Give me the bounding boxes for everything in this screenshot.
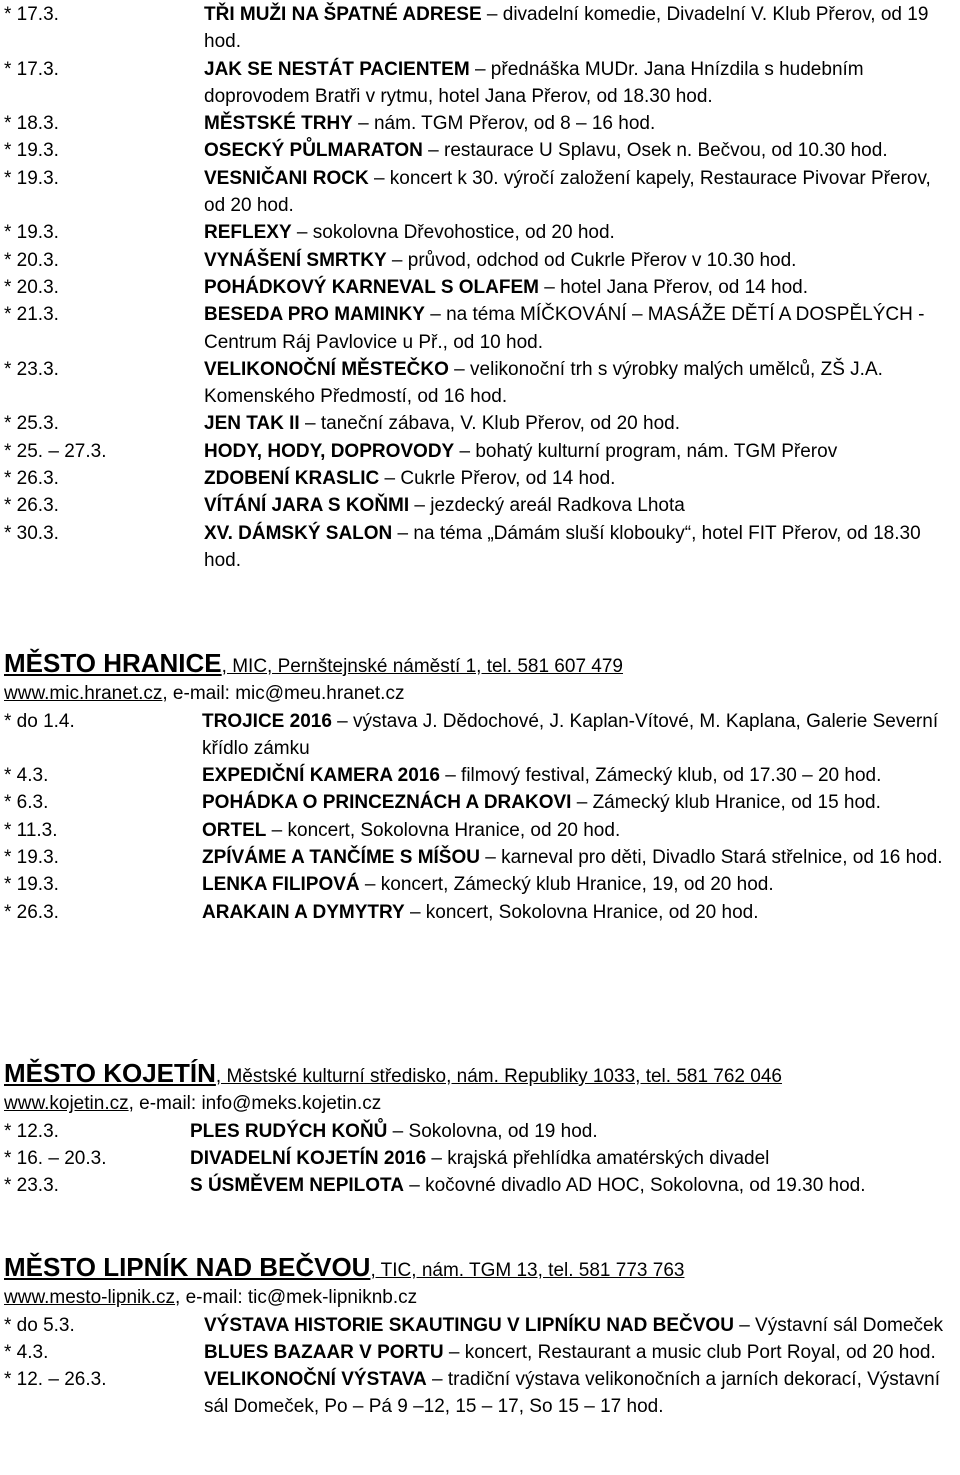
- event-text: [204, 1312, 956, 1339]
- email-text: , e-mail: info@meks.kojetin.cz: [128, 1093, 382, 1115]
- contact-line: [4, 1090, 956, 1117]
- event-date: * 12. – 26.3.: [4, 1369, 107, 1391]
- event-row: [4, 871, 956, 898]
- city-contact-info: , Městské kulturní středisko, nám. Republiky 1033, tel. 581 762 046: [215, 1066, 782, 1087]
- event-desc: – krajská přehlídka amatérských divadel: [426, 1147, 770, 1169]
- event-row: [4, 817, 956, 844]
- event-desc: – koncert, Sokolovna Hranice, od 20 hod.: [266, 819, 621, 841]
- event-row: [4, 520, 956, 575]
- event-title: BESEDA PRO MAMINKY: [204, 304, 425, 326]
- event-date: * 25. – 27.3.: [4, 440, 107, 462]
- event-row: [4, 1312, 956, 1339]
- event-date: * 20.3.: [4, 249, 59, 271]
- event-title: VESNIČANI ROCK: [204, 167, 369, 189]
- event-row: [4, 708, 956, 763]
- event-title: EXPEDIČNÍ KAMERA 2016: [202, 765, 440, 787]
- event-date: * 23.3.: [4, 1175, 59, 1197]
- city-name: MĚSTO HRANICE: [4, 648, 222, 678]
- section-lipnik: [4, 1254, 956, 1421]
- event-text: [202, 708, 956, 763]
- event-title: MĚSTSKÉ TRHY: [204, 113, 353, 135]
- event-text: [204, 165, 956, 220]
- event-text: [204, 520, 956, 575]
- website-link[interactable]: www.mic.hranet.cz: [4, 683, 163, 705]
- event-desc: – koncert, Restaurant a music club Port Royal, od 20 hod.: [443, 1341, 936, 1363]
- event-row: [4, 274, 956, 301]
- event-row: [4, 110, 956, 137]
- event-date: * do 5.3.: [4, 1314, 75, 1336]
- event-row: [4, 1118, 956, 1145]
- event-title: DIVADELNÍ KOJETÍN 2016: [190, 1147, 427, 1169]
- event-date: * 19.3.: [4, 222, 59, 244]
- event-date: * 26.3.: [4, 468, 59, 490]
- event-date: * 4.3.: [4, 765, 49, 787]
- section-prerov: [4, 1, 956, 574]
- event-desc: – průvod, odchod od Cukrle Přerov v 10.30 hod.: [386, 249, 797, 271]
- event-row: [4, 492, 956, 519]
- event-desc: – filmový festival, Zámecký klub, od 17.30 – 20 hod.: [439, 765, 882, 787]
- city-contact-info: , MIC, Pernštejnské náměstí 1, tel. 581 607 479: [221, 656, 623, 677]
- event-date: * do 1.4.: [4, 710, 75, 732]
- event-title: HODY, HODY, DOPROVODY: [204, 440, 455, 462]
- event-date: * 17.3.: [4, 4, 59, 25]
- event-date: * 23.3.: [4, 358, 59, 380]
- email-text: , e-mail: tic@mek-lipniknb.cz: [175, 1287, 418, 1309]
- event-desc: – na téma „Dámám sluší klobouky“, hotel FIT Přerov, od 18.30 hod.: [204, 522, 921, 571]
- event-row: [4, 899, 956, 926]
- event-desc: – koncert k 30. výročí založení kapely, Restaurace Pivovar Přerov, od 20 hod.: [204, 167, 931, 217]
- city-contact-info: , TIC, nám. TGM 13, tel. 581 773 763: [370, 1260, 685, 1281]
- event-desc: – tradiční výstava velikonočních a jarních dekorací, Výstavní sál Domeček, Po – Pá 9 –12, 15 – 17, So 15 – 17 hod.: [204, 1369, 941, 1418]
- event-row: [4, 1366, 956, 1421]
- event-title: OSECKÝ PŮLMARATON: [204, 140, 423, 162]
- event-title: POHÁDKA O PRINCEZNÁCH A DRAKOVI: [202, 792, 572, 814]
- event-date: * 6.3.: [4, 792, 49, 814]
- event-title: JAK SE NESTÁT PACIENTEM: [204, 58, 470, 80]
- event-title: PLES RUDÝCH KOŇŮ: [190, 1120, 388, 1142]
- event-desc: – na téma MÍČKOVÁNÍ – MASÁŽE DĚTÍ A DOSPĚLÝCH - Centrum Ráj Pavlovice u Př., od 10 hod.: [204, 304, 925, 353]
- event-date: * 30.3.: [4, 522, 59, 544]
- event-text: [190, 1118, 956, 1145]
- event-text: [204, 301, 956, 356]
- event-title: ORTEL: [202, 819, 267, 841]
- event-title: XV. DÁMSKÝ SALON: [204, 522, 393, 544]
- event-title: BLUES BAZAAR V PORTU: [204, 1341, 444, 1363]
- website-link[interactable]: www.kojetin.cz: [4, 1093, 129, 1115]
- event-title: ZPÍVÁME A TANČÍME S MÍŠOU: [202, 847, 480, 869]
- event-desc: – Zámecký klub Hranice, od 15 hod.: [571, 792, 881, 814]
- event-title: ZDOBENÍ KRASLIC: [204, 468, 380, 490]
- event-date: * 12.3.: [4, 1120, 59, 1142]
- event-text: [190, 1145, 956, 1172]
- section-heading: [4, 1254, 956, 1284]
- event-desc: – Výstavní sál Domeček: [733, 1314, 944, 1336]
- event-text: [204, 274, 956, 301]
- event-row: [4, 301, 956, 356]
- event-date: * 20.3.: [4, 276, 59, 298]
- event-text: [204, 1366, 956, 1421]
- section-heading: [4, 1060, 956, 1090]
- event-text: [202, 789, 956, 816]
- event-row: [4, 789, 956, 816]
- event-row: [4, 247, 956, 274]
- event-date: * 17.3.: [4, 58, 59, 80]
- event-title: S ÚSMĚVEM NEPILOTA: [190, 1175, 404, 1197]
- event-desc: – přednáška MUDr. Jana Hnízdila s hudebním doprovodem Bratři v rytmu, hotel Jana Přerov, od 18.30 hod.: [204, 58, 864, 107]
- event-desc: – velikonoční trh s výrobky malých umělců, ZŠ J.A. Komenského Předmostí, od 16 hod.: [204, 358, 883, 408]
- event-row: [4, 56, 956, 111]
- event-text: [204, 410, 956, 437]
- event-date: * 25.3.: [4, 413, 59, 435]
- event-date: * 19.3.: [4, 167, 59, 189]
- event-desc: – taneční zábava, V. Klub Přerov, od 20 hod.: [299, 413, 680, 435]
- event-desc: – hotel Jana Přerov, od 14 hod.: [539, 276, 808, 298]
- event-date: * 18.3.: [4, 113, 59, 135]
- event-row: [4, 438, 956, 465]
- contact-line: [4, 1284, 956, 1311]
- event-row: [4, 465, 956, 492]
- event-row: [4, 410, 956, 437]
- event-desc: – bohatý kulturní program, nám. TGM Přerov: [454, 440, 838, 462]
- event-text: [204, 247, 956, 274]
- event-date: * 19.3.: [4, 874, 59, 896]
- event-desc: – nám. TGM Přerov, od 8 – 16 hod.: [352, 113, 656, 135]
- event-text: [204, 1, 956, 56]
- event-title: ARAKAIN A DYMYTRY: [202, 901, 405, 923]
- event-date: * 4.3.: [4, 1341, 49, 1363]
- event-desc: – výstava J. Dědochové, J. Kaplan-Vítové, M. Kaplana, Galerie Severní křídlo zámku: [202, 710, 939, 759]
- event-desc: – Cukrle Přerov, od 14 hod.: [379, 468, 616, 490]
- event-text: [190, 1172, 956, 1199]
- event-row: [4, 137, 956, 164]
- event-date: * 26.3.: [4, 495, 59, 517]
- event-date: * 26.3.: [4, 901, 59, 923]
- event-title: TŘI MUŽI NA ŠPATNÉ ADRESE: [204, 4, 482, 25]
- event-text: [204, 219, 956, 246]
- event-date: * 19.3.: [4, 847, 59, 869]
- event-text: [204, 137, 956, 164]
- event-title: VELIKONOČNÍ MĚSTEČKO: [204, 358, 449, 380]
- website-link[interactable]: www.mesto-lipnik.cz: [4, 1287, 176, 1309]
- section-heading: [4, 650, 956, 680]
- event-desc: – restaurace U Splavu, Osek n. Bečvou, od 10.30 hod.: [422, 140, 888, 162]
- event-text: [202, 817, 956, 844]
- section-kojetin: [4, 1060, 956, 1199]
- event-text: [202, 871, 956, 898]
- event-title: JEN TAK II: [204, 413, 300, 435]
- event-title: POHÁDKOVÝ KARNEVAL S OLAFEM: [204, 276, 539, 298]
- city-name: MĚSTO KOJETÍN: [4, 1058, 216, 1088]
- event-text: [204, 356, 956, 411]
- event-text: [204, 110, 956, 137]
- event-text: [204, 56, 956, 111]
- event-title: REFLEXY: [204, 222, 292, 244]
- city-name: MĚSTO LIPNÍK NAD BEČVOU: [4, 1252, 371, 1282]
- event-row: [4, 762, 956, 789]
- event-desc: – jezdecký areál Radkova Lhota: [409, 495, 685, 517]
- event-row: [4, 1, 956, 56]
- section-hranice: [4, 650, 956, 926]
- event-row: [4, 1145, 956, 1172]
- event-date: * 16. – 20.3.: [4, 1147, 107, 1169]
- event-text: [204, 1339, 956, 1366]
- event-row: [4, 219, 956, 246]
- event-desc: – divadelní komedie, Divadelní V. Klub Přerov, od 19 hod.: [204, 4, 929, 53]
- event-title: TROJICE 2016: [202, 710, 332, 732]
- event-title: VÍTÁNÍ JARA S KOŇMI: [204, 495, 410, 517]
- event-desc: – kočovné divadlo AD HOC, Sokolovna, od 19.30 hod.: [403, 1175, 866, 1197]
- contact-line: [4, 680, 956, 707]
- event-date: * 11.3.: [4, 819, 58, 841]
- event-row: [4, 165, 956, 220]
- event-row: [4, 1339, 956, 1366]
- event-date: * 21.3.: [4, 304, 59, 326]
- event-desc: – Sokolovna, od 19 hod.: [387, 1120, 598, 1142]
- event-text: [202, 844, 956, 871]
- event-text: [204, 438, 956, 465]
- event-row: [4, 844, 956, 871]
- event-text: [202, 899, 956, 926]
- event-row: [4, 1172, 956, 1199]
- event-title: VÝSTAVA HISTORIE SKAUTINGU V LIPNÍKU NAD BEČVOU: [204, 1314, 734, 1336]
- email-text: , e-mail: mic@meu.hranet.cz: [162, 683, 405, 705]
- event-title: VELIKONOČNÍ VÝSTAVA: [204, 1369, 427, 1391]
- event-title: VYNÁŠENÍ SMRTKY: [204, 249, 387, 271]
- event-desc: – koncert, Zámecký klub Hranice, 19, od 20 hod.: [359, 874, 774, 896]
- event-text: [202, 762, 956, 789]
- event-title: LENKA FILIPOVÁ: [202, 874, 360, 896]
- event-desc: – sokolovna Dřevohostice, od 20 hod.: [291, 222, 615, 244]
- event-desc: – koncert, Sokolovna Hranice, od 20 hod.: [404, 901, 759, 923]
- event-text: [204, 492, 956, 519]
- event-desc: – karneval pro děti, Divadlo Stará střelnice, od 16 hod.: [479, 847, 943, 869]
- event-text: [204, 465, 956, 492]
- event-row: [4, 356, 956, 411]
- event-date: * 19.3.: [4, 140, 59, 162]
